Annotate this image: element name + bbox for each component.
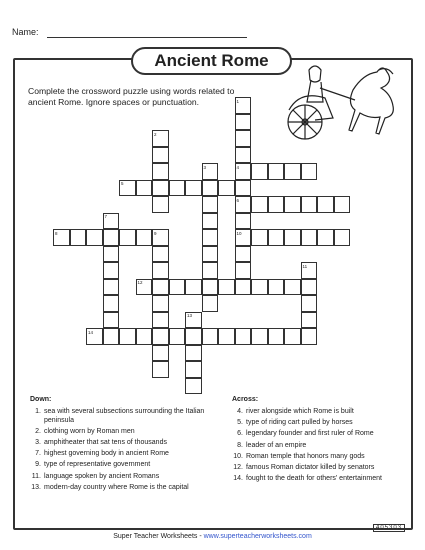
clue-item <box>232 464 407 473</box>
crossword-cell[interactable] <box>235 147 252 164</box>
down-clue-list <box>30 408 220 495</box>
footer-brand: Super Teacher Worksheets - <box>113 533 204 540</box>
crossword-cell[interactable] <box>235 279 252 296</box>
name-label: Name: <box>12 27 39 37</box>
clue-item <box>232 475 407 484</box>
clue-number: 7. <box>35 450 41 458</box>
crossword-cell[interactable] <box>152 229 169 246</box>
crossword-cell[interactable] <box>202 196 219 213</box>
clue-number: 9. <box>35 461 41 469</box>
crossword-cell[interactable] <box>169 328 186 345</box>
clue-number: 6. <box>237 430 243 438</box>
clue-text: type of riding cart pulled by horses <box>246 419 353 427</box>
down-heading: Down: <box>30 396 52 403</box>
crossword-cell[interactable] <box>235 213 252 230</box>
crossword-cell[interactable] <box>301 262 318 279</box>
crossword-cell[interactable] <box>301 196 318 213</box>
crossword-cell[interactable] <box>70 229 87 246</box>
clue-item <box>30 428 220 437</box>
clue-text: highest governing body in ancient Rome <box>44 450 169 458</box>
crossword-cell[interactable] <box>185 361 202 378</box>
crossword-cell[interactable] <box>103 295 120 312</box>
across-heading: Across: <box>232 396 259 403</box>
clue-text: legendary founder and first ruler of Rome <box>246 430 374 438</box>
crossword-cell[interactable] <box>284 163 301 180</box>
clue-item <box>30 461 220 470</box>
crossword-cell[interactable] <box>169 279 186 296</box>
crossword-cell[interactable] <box>218 328 235 345</box>
crossword-cell[interactable] <box>202 279 219 296</box>
crossword-cell[interactable] <box>251 328 268 345</box>
clue-item <box>30 439 220 448</box>
crossword-cell[interactable] <box>86 229 103 246</box>
crossword-cell[interactable] <box>202 163 219 180</box>
cell-number: 3 <box>203 164 207 170</box>
footer-url[interactable]: www.superteacherworksheets.com <box>203 533 312 540</box>
crossword-cell[interactable] <box>235 246 252 263</box>
crossword-cell[interactable] <box>301 295 318 312</box>
crossword-cell[interactable] <box>103 213 120 230</box>
crossword-cell[interactable] <box>185 312 202 329</box>
cell-number: 14 <box>88 329 94 335</box>
clue-text: modern-day country where Rome is the capital <box>44 483 189 491</box>
crossword-cell[interactable] <box>301 328 318 345</box>
clue-text: clothing worn by Roman men <box>44 427 135 435</box>
crossword-cell[interactable] <box>152 180 169 197</box>
crossword-cell[interactable] <box>119 180 136 197</box>
cell-number: 7 <box>104 214 108 219</box>
crossword-cell[interactable] <box>202 180 219 197</box>
crossword-cell[interactable] <box>334 196 351 213</box>
clue-number: 10. <box>233 452 243 460</box>
cell-number: 12 <box>137 280 143 285</box>
crossword-cell[interactable] <box>136 279 153 296</box>
crossword-cell[interactable] <box>202 295 219 312</box>
crossword-cell[interactable] <box>86 328 103 345</box>
clue-number: 11. <box>31 472 41 480</box>
crossword-cell[interactable] <box>218 279 235 296</box>
clue-item <box>232 453 407 462</box>
crossword-cell[interactable] <box>103 229 120 246</box>
cell-number: 11 <box>302 263 308 269</box>
crossword-cell[interactable] <box>152 345 169 362</box>
crossword-cell[interactable] <box>103 312 120 329</box>
clue-item <box>30 484 220 493</box>
crossword-cell[interactable] <box>235 130 252 147</box>
clue-number: 4. <box>237 408 243 415</box>
crossword-cell[interactable] <box>152 163 169 180</box>
crossword-cell[interactable] <box>152 279 169 296</box>
crossword-cell[interactable] <box>235 180 252 197</box>
title-text: Ancient Rome <box>154 51 269 70</box>
crossword-cell[interactable] <box>284 328 301 345</box>
clue-text: fought to the death for others' entertainment <box>246 475 382 483</box>
crossword-cell[interactable] <box>268 196 285 213</box>
crossword-cell[interactable] <box>119 229 136 246</box>
crossword-cell[interactable] <box>334 229 351 246</box>
cell-number: 13 <box>187 313 193 318</box>
clue-number: 3. <box>35 438 41 446</box>
footer <box>0 533 425 540</box>
crossword-cell[interactable] <box>185 378 202 395</box>
clue-item <box>30 473 220 482</box>
cell-number: 10 <box>236 230 242 236</box>
crossword-cell[interactable] <box>251 196 268 213</box>
crossword-cell[interactable] <box>152 295 169 312</box>
crossword-cell[interactable] <box>235 229 252 246</box>
crossword-cell[interactable] <box>317 196 334 213</box>
crossword-cell[interactable] <box>301 279 318 296</box>
crossword-cell[interactable] <box>136 229 153 246</box>
clue-number: 12. <box>233 463 243 471</box>
crossword-cell[interactable] <box>152 262 169 279</box>
crossword-cell[interactable] <box>103 279 120 296</box>
clue-number: 14. <box>233 475 243 483</box>
cell-number: 2 <box>154 131 157 137</box>
crossword-cell[interactable] <box>218 180 235 197</box>
crossword-cell[interactable] <box>152 361 169 378</box>
crossword-cell[interactable] <box>317 229 334 246</box>
clue-text: leader of an empire <box>246 441 307 449</box>
crossword-cell[interactable] <box>268 279 285 296</box>
crossword-cell[interactable] <box>152 246 169 263</box>
crossword-cell[interactable] <box>235 97 252 114</box>
cell-number: 9 <box>154 230 157 236</box>
crossword-cell[interactable] <box>235 328 252 345</box>
clue-item <box>30 450 220 459</box>
crossword-cell[interactable] <box>169 180 186 197</box>
crossword-cell[interactable] <box>268 229 285 246</box>
crossword-cell[interactable] <box>301 163 318 180</box>
clue-text: sea with several subsections surrounding the Italian peninsula <box>44 408 205 424</box>
crossword-cell[interactable] <box>136 180 153 197</box>
crossword-cell[interactable] <box>202 229 219 246</box>
crossword-cell[interactable] <box>268 328 285 345</box>
crossword-cell[interactable] <box>284 196 301 213</box>
crossword-cell[interactable] <box>152 328 169 345</box>
cell-number: 8 <box>55 230 58 236</box>
clue-number: 5. <box>237 419 243 427</box>
crossword-cell[interactable] <box>301 229 318 246</box>
clue-item <box>232 408 407 417</box>
crossword-cell[interactable] <box>235 163 252 180</box>
cell-number: 4 <box>236 164 240 170</box>
crossword-cell[interactable] <box>152 130 169 147</box>
crossword-cell[interactable] <box>185 328 202 345</box>
clue-number: 1. <box>35 408 41 415</box>
cell-number: 1 <box>236 98 240 104</box>
clue-item <box>232 442 407 451</box>
crossword-cell[interactable] <box>202 328 219 345</box>
crossword-cell[interactable] <box>136 328 153 345</box>
crossword-cell[interactable] <box>202 246 219 263</box>
clue-item <box>30 408 220 425</box>
crossword-cell[interactable] <box>185 279 202 296</box>
crossword-cell[interactable] <box>103 262 120 279</box>
crossword-cell[interactable] <box>268 163 285 180</box>
crossword-cell[interactable] <box>202 262 219 279</box>
worksheet-code: 405303 <box>373 524 405 532</box>
crossword-cell[interactable] <box>103 246 120 263</box>
clue-text: river alongside which Rome is built <box>246 408 354 415</box>
crossword-cell[interactable] <box>235 114 252 131</box>
crossword-cell[interactable] <box>152 147 169 164</box>
clue-number: 2. <box>35 427 41 435</box>
clue-number: 8. <box>237 441 243 449</box>
clue-number: 13. <box>31 483 41 491</box>
crossword-cell[interactable] <box>284 229 301 246</box>
across-clue-list <box>232 408 407 486</box>
clue-item <box>232 419 407 428</box>
crossword-cell[interactable] <box>119 328 136 345</box>
clue-text: famous Roman dictator killed by senators <box>246 463 375 471</box>
clue-text: Roman temple that honors many gods <box>246 452 365 460</box>
crossword-cell[interactable] <box>251 279 268 296</box>
cell-number: 6 <box>236 197 240 203</box>
crossword-cell[interactable] <box>202 213 219 230</box>
crossword-cell[interactable] <box>185 180 202 197</box>
clue-item <box>232 430 407 439</box>
crossword-cell[interactable] <box>152 196 169 213</box>
crossword-cell[interactable] <box>53 229 70 246</box>
crossword-cell[interactable] <box>301 312 318 329</box>
crossword-cell[interactable] <box>235 262 252 279</box>
crossword-cell[interactable] <box>251 229 268 246</box>
crossword-cell[interactable] <box>103 328 120 345</box>
crossword-cell[interactable] <box>185 345 202 362</box>
crossword-cell[interactable] <box>235 196 252 213</box>
crossword-cell[interactable] <box>251 163 268 180</box>
crossword-cell[interactable] <box>284 279 301 296</box>
crossword-cell[interactable] <box>152 312 169 329</box>
clue-text: type of representative government <box>44 461 151 469</box>
instructions: Complete the crossword puzzle using words related to ancient Rome. Ignore spaces or punctuation. <box>28 86 235 107</box>
clue-text: amphitheater that sat tens of thousands <box>44 438 167 446</box>
cell-number: 5 <box>121 181 124 186</box>
clue-text: language spoken by ancient Romans <box>44 472 160 480</box>
